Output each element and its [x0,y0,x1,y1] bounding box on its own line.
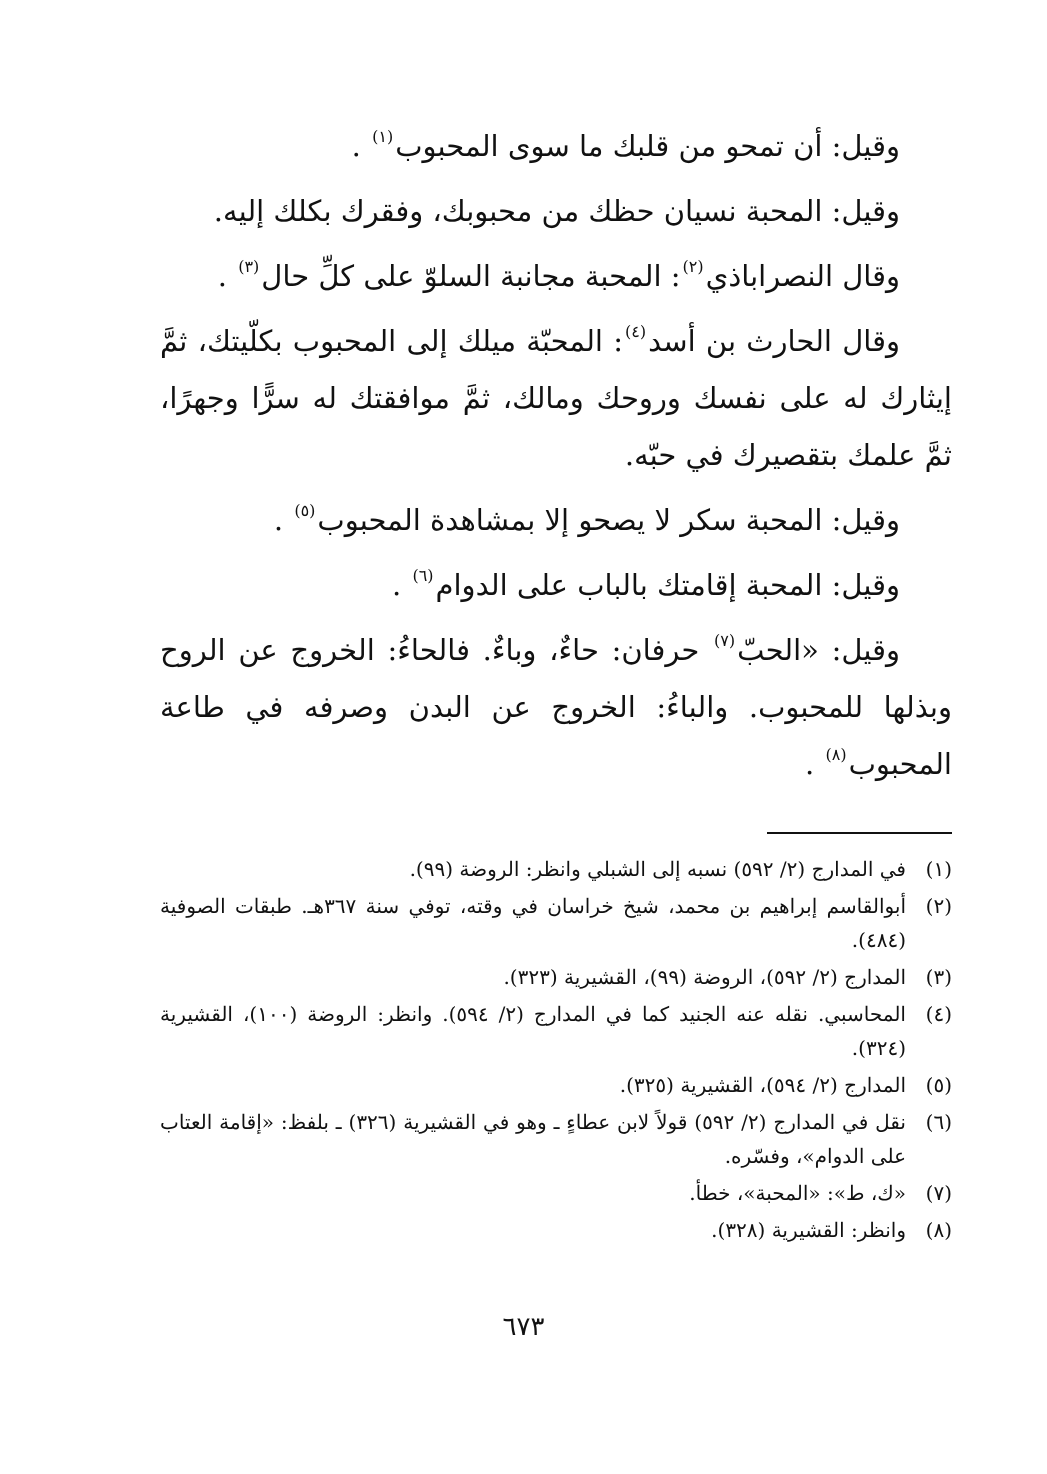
main-text [160,118,952,793]
footnote-number: (٥) [925,1073,952,1097]
footnote-text: في المدارج (٢/ ٥٩٢) نسبه إلى الشبلي وانظر: الروضة (٩٩). [409,857,906,881]
footnote-reference: (٤) [624,322,647,341]
paragraph [160,492,952,549]
paragraph-text: . [351,129,371,163]
footnote-reference: (٧) [714,631,736,650]
paragraph-text: : المحبّة ميلك إلى المحبوب بكلّيتك، ثمَّ إيثارك له على نفسك وروحك ومالك، ثمَّ موافقتك له سرًّا وجهرًا، ثمَّ علمك بتقصيرك في حبّه. [160,324,952,472]
paragraph-text: وقيل: «الحبّ [737,633,900,667]
paragraph-text: وقيل: المحبة إقامتك بالباب على الدوام [435,568,900,602]
paragraph-text: وقيل: أن تمحو من قلبك ما سوى المحبوب [395,129,900,163]
footnote [160,1105,952,1173]
footnote-separator [767,832,952,834]
paragraph-text: وقال الحارث بن أسد [648,324,900,358]
footnote [160,1176,952,1210]
paragraph [160,622,952,793]
footnote-number: (٣) [925,965,952,989]
footnote-reference: (٨) [825,745,847,764]
paragraph-text: . [392,568,411,602]
footnote-reference: (٦) [412,566,434,585]
footnote-text: نقل في المدارج (٢/ ٥٩٢) قولاً لابن عطاءٍ ـ وهو في القشيرية (٣٢٦) ـ بلفظ: «إقامة العتاب على الدوام»، وفسّره. [160,1110,906,1168]
footnote-reference: (١) [372,127,394,146]
footnote-number: (٨) [925,1218,952,1242]
footnote-reference: (٣) [238,257,260,276]
paragraph-text: . [273,503,293,537]
paragraph-text: : المحبة مجانبة السلوّ على كلِّ حال [261,259,681,293]
paragraph [160,183,952,240]
paragraph-text: . [217,259,237,293]
paragraph [160,118,952,175]
paragraph [160,557,952,614]
footnote-text: المحاسبي. نقله عنه الجنيد كما في المدارج (٢/ ٥٩٤). وانظر: الروضة (١٠٠)، القشيرية (٣٢٤). [160,1002,906,1060]
paragraph [160,248,952,305]
paragraph-text: وقيل: المحبة نسيان حظك من محبوبك، وفقرك بكلك إليه. [213,194,900,228]
footnote [160,852,952,886]
footnote-number: (٤) [925,1002,952,1026]
footnote [160,889,952,957]
page-number: ٦٧٣ [502,1312,545,1342]
footnote-number: (٢) [925,894,952,918]
paragraph-text: . [805,747,824,781]
footnote-text: المدارج (٢/ ٥٩٤)، القشيرية (٣٢٥). [619,1073,906,1097]
paragraph-text: وقال النصراباذي [705,259,900,293]
footnote [160,1068,952,1102]
paragraph-text: وقيل: المحبة سكر لا يصحو إلا بمشاهدة المحبوب [317,503,900,537]
footnote-text: المدارج (٢/ ٥٩٢)، الروضة (٩٩)، القشيرية (٣٢٣). [503,965,906,989]
footnotes [160,852,952,1250]
footnote-number: (٦) [925,1110,952,1134]
footnote [160,960,952,994]
footnote-number: (١) [925,857,952,881]
footnote-text: «ك، ط»: «المحبة»، خطأ. [689,1181,906,1205]
footnote-text: وانظر: القشيرية (٣٢٨). [711,1218,906,1242]
footnote [160,997,952,1065]
footnote [160,1213,952,1247]
footnote-reference: (٢) [682,257,704,276]
footnote-reference: (٥) [294,501,316,520]
footnote-number: (٧) [925,1181,952,1205]
paragraph-text: حرفان: حاءٌ، وباءٌ. فالحاءُ: الخروج عن الروح وبذلها للمحبوب. والباءُ: الخروج عن البدن وصرفه في طاعة المحبوب [160,633,952,781]
footnote-text: أبوالقاسم إبراهيم بن محمد، شيخ خراسان في وقته، توفي سنة ٣٦٧هـ. طبقات الصوفية (٤٨٤). [160,894,906,952]
paragraph [160,313,952,484]
